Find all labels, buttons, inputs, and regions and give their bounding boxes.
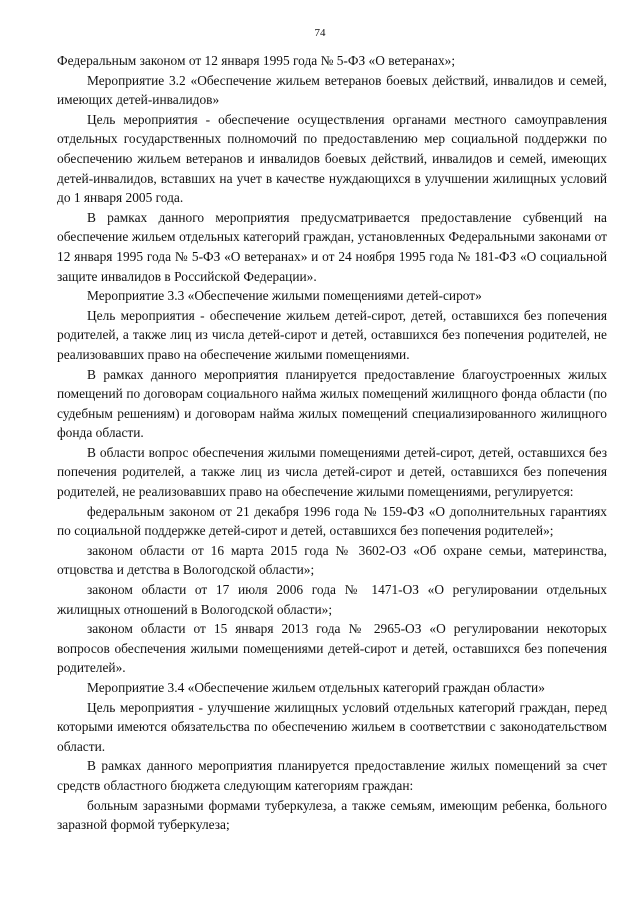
paragraph: В области вопрос обеспечения жилыми помещениями детей-сирот, детей, оставшихся без попечения родителей, а также лиц из числа детей-сирот и детей, оставшихся без попечения родителей, не реализовавших право на обеспечение жилыми помещениями, регулируется: [57,444,607,500]
paragraph: Цель мероприятия - улучшение жилищных условий отдельных категорий граждан, перед которыми имеются обязательства по обеспечению жильем в соответствии с законодательством области. [57,699,607,754]
page-number: 74 [314,27,326,39]
document-body [57,51,607,835]
measure-heading: Мероприятие 3.4 «Обеспечение жильем отдельных категорий граждан области» [87,680,545,695]
paragraph: В рамках данного мероприятия планируется предоставление благоустроенных жилых помещений по договорам социального найма жилых помещений жилищного фонда области (по судебным решениям) и договорам найма жилых помещений специализированного жилищного фонда области. [57,366,607,441]
paragraph: Цель мероприятия - обеспечение жильем детей-сирот, детей, оставшихся без попечения родителей, а также лиц из числа детей-сирот и детей, оставшихся без попечения родителей, не реализовавших право на обеспечение жилыми помещениями. [57,307,607,362]
measure-heading: Мероприятие 3.3 «Обеспечение жилыми помещениями детей-сирот» [87,288,482,304]
list-item: больным заразными формами туберкулеза, а также семьям, имеющим ребенка, больного заразной формой туберкулеза; [57,797,607,833]
list-item: федеральным законом от 21 декабря 1996 года № 159-ФЗ «О дополнительных гарантиях по социальной поддержке детей-сирот и детей, оставшихся без попечения родителей»; [57,503,607,539]
measure-heading: Мероприятие 3.2 «Обеспечение жильем ветеранов боевых действий, инвалидов и семей, имеющих детей-инвалидов» [57,72,607,108]
paragraph: В рамках данного мероприятия предусматривается предоставление субвенций на обеспечение жильем отдельных категорий граждан, установленных Федеральными законами от 12 января 1995 года № 5-ФЗ «О ветеранах» и от 24 ноября 1995 года № 181-ФЗ «О социальной защите инвалидов в Российской Федерации». [57,209,607,284]
paragraph: Федеральным законом от 12 января 1995 года № 5-ФЗ «О ветеранах»; [57,53,456,68]
list-item: законом области от 15 января 2013 года № 2965-ОЗ «О регулировании некоторых вопросов обеспечения жилыми помещениями детей-сирот и детей, оставшихся без попечения родителей». [57,621,607,676]
list-item: законом области от 17 июля 2006 года № 1471-ОЗ «О регулировании отдельных жилищных отношений в Вологодской области»; [57,582,607,617]
list-item: законом области от 16 марта 2015 года № 3602-ОЗ «Об охране семьи, материнства, отцовства и детства в Вологодской области»; [57,542,607,578]
paragraph: Цель мероприятия - обеспечение осуществления органами местного самоуправления отдельных государственных полномочий по предоставлению мер социальной поддержки по обеспечению жильем ветеранов и инвалидов боевых действий, инвалидов и семей, имеющих детей-инвалидов, вставших на учет в качестве нуждающихся в улучшении жилищных условий до 1 января 2005 года. [57,111,607,206]
paragraph: В рамках данного мероприятия планируется предоставление жилых помещений за счет средств областного бюджета следующим категориям граждан: [57,758,607,793]
